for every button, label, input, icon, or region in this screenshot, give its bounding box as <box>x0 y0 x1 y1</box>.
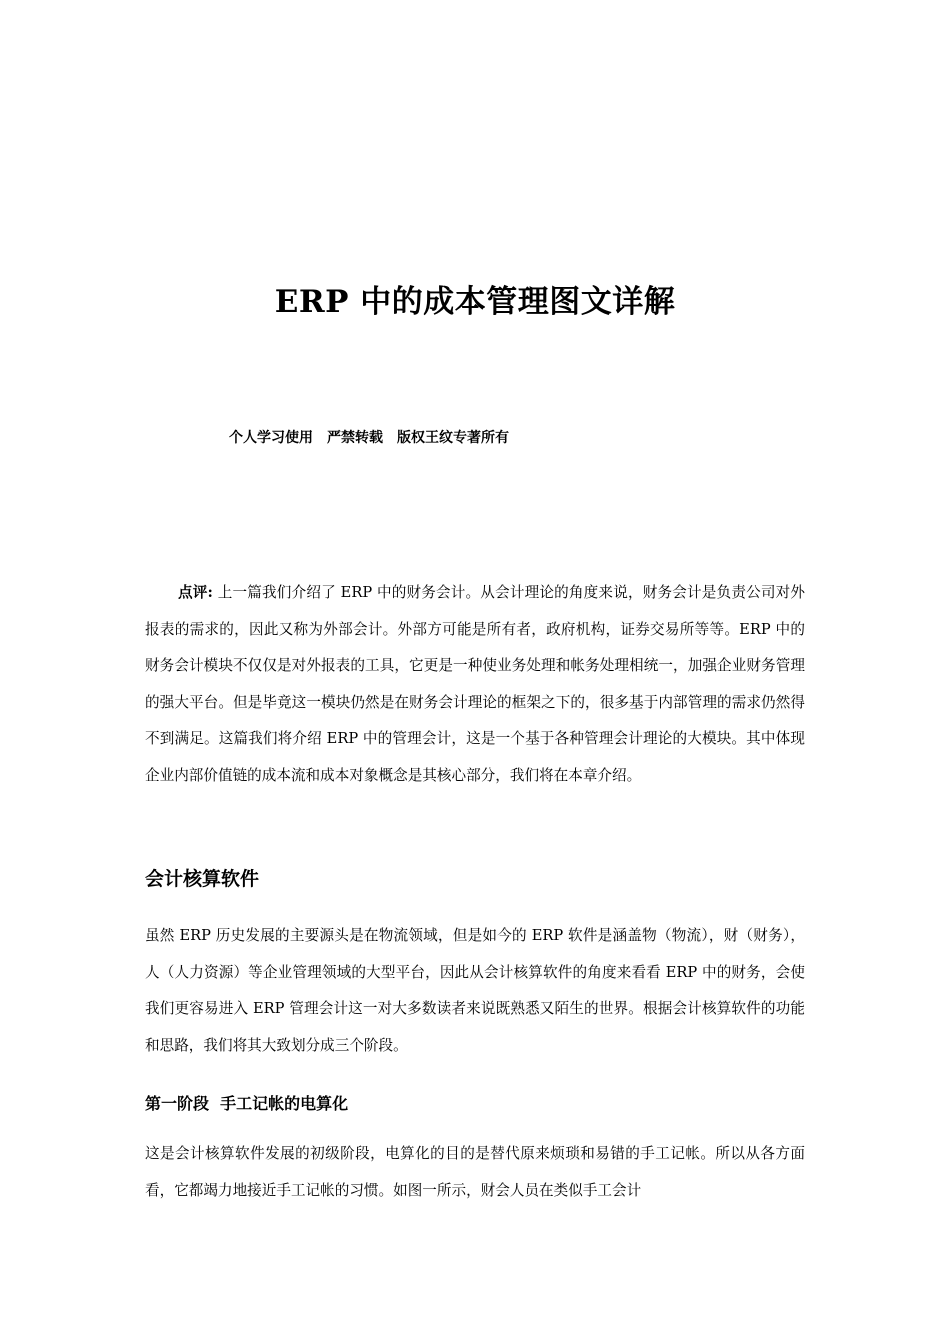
copyright-notice: 个人学习使用 严禁转载 版权王纹专著所有 <box>229 430 509 446</box>
intro-text: 上一篇我们介绍了 ERP 中的财务会计。从会计理论的角度来说，财务会计是负责公司对外报表的需求的，因此又称为外部会计。外部方可能是所有者，政府机构，证券交易所等等。ERP 中的财务会计模块不仅仅是对外报表的工具，它更是一种使业务处理和帐务处理相统一，加强企业财务管理的强大平台。但是毕竟这一模块仍然是在财务会计理论的框架之下的，很多基于内部管理的需求仍然得不到满足。这篇我们将介绍 ERP 中的管理会计，这是一个基于各种管理会计理论的大模块。其中体现企业内部价值链的成本流和成本对象概念是其核心部分，我们将在本章介绍。 <box>145 584 805 784</box>
section-heading-stage-one: 第一阶段 手工记帐的电算化 <box>145 1094 349 1113</box>
section-paragraph-accounting-software: 虽然 ERP 历史发展的主要源头是在物流领域，但是如今的 ERP 软件是涵盖物（物流），财（财务），人（人力资源）等企业管理领域的大型平台，因此从会计核算软件的角度来看看 ERP 中的财务，会使我们更容易进入 ERP 管理会计这一对大多数读者来说既熟悉又陌生的世界。根据会计核算软件的功能和思路，我们将其大致划分成三个阶段。 <box>145 927 805 1054</box>
comment-label: 点评: <box>178 584 213 601</box>
intro-paragraph <box>145 575 805 795</box>
section-paragraph-stage-one: 这是会计核算软件发展的初级阶段，电算化的目的是替代原来烦琐和易错的手工记帐。所以从各方面看，它都竭力地接近手工记帐的习惯。如图一所示，财会人员在类似手工会计 <box>145 1145 805 1199</box>
section-heading-accounting-software: 会计核算软件 <box>145 868 260 890</box>
document-title: ERP 中的成本管理图文详解 <box>274 284 676 320</box>
